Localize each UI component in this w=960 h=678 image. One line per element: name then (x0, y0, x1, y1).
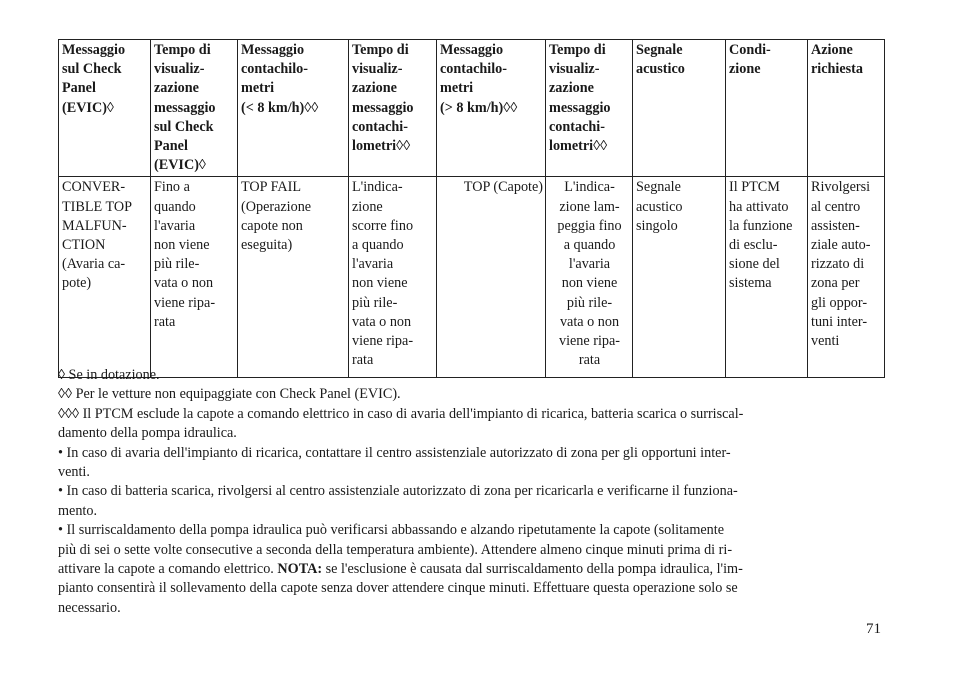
cell-message-evic-line: MALFUN- (62, 217, 127, 234)
cell-action-required-line: tuni inter- (811, 313, 868, 330)
header-message-odometer-high-line: metri (440, 80, 474, 97)
cell-action-required (808, 177, 885, 378)
header-message-odometer-high-line: Messaggio (440, 42, 504, 58)
header-time-odometer-low-line: visualiz- (352, 61, 403, 78)
header-time-evic-line: visualiz- (154, 61, 205, 78)
cell-time-odometer-low-line: scorre fino (352, 217, 414, 234)
cell-time-odometer-high (546, 177, 633, 378)
cell-time-odometer-high-line: rata (578, 352, 601, 369)
cell-acoustic-signal-line: Segnale (636, 179, 681, 196)
cell-message-odometer-low-line: capote non (241, 217, 303, 234)
warning-table-container (58, 39, 884, 378)
cell-time-evic-line: Fino a (154, 179, 190, 196)
header-condition-line: Condi- (729, 42, 771, 58)
bullet-3-line-1: • Il surriscaldamento della pompa idraulica può verificarsi abbassando e alzando ripetutamente la capote (solitamente (58, 522, 725, 539)
header-action-required-line: richiesta (811, 61, 864, 78)
header-message-odometer-high (437, 40, 546, 177)
footnote-3 (58, 405, 888, 444)
nota-label: NOTA: (277, 561, 323, 578)
cell-action-required-line: al centro (811, 198, 861, 215)
header-condition (726, 40, 808, 177)
cell-time-odometer-low-line: l'avaria (352, 256, 394, 273)
cell-condition-line: sistema (729, 275, 772, 292)
cell-time-odometer-high-line: zione lam- (559, 198, 620, 215)
header-time-odometer-low (349, 40, 437, 177)
cell-time-odometer-low (349, 177, 437, 378)
cell-time-odometer-high-line: non viene (561, 275, 618, 292)
header-time-evic-line: Tempo di (154, 42, 211, 58)
cell-time-odometer-high-line: a quando (563, 237, 616, 254)
header-message-odometer-low-line: Messaggio (241, 42, 305, 58)
cell-time-odometer-low-line: rata (352, 352, 374, 369)
header-time-odometer-high-line: messaggio (549, 99, 611, 116)
cell-time-evic-line: più rile- (154, 256, 200, 273)
header-message-odometer-low (238, 40, 349, 177)
bullet-pump-overheat (58, 521, 888, 618)
header-message-evic-line: Panel (62, 80, 96, 97)
header-time-odometer-high-line: Tempo di (549, 42, 606, 58)
cell-time-evic-line: viene ripa- (154, 294, 216, 311)
notes-section (58, 366, 888, 618)
cell-time-odometer-high-line: vata o non (559, 313, 620, 330)
bullet-3-line-5: necessario. (58, 599, 121, 616)
bullet-battery-low (58, 482, 888, 521)
bullet-1-line-1: • In caso di avaria dell'impianto di ricarica, contattare il centro assistenziale autorizzato di zona per gli opportuni inter- (58, 444, 731, 461)
cell-message-odometer-low-line: (Operazione (241, 198, 312, 215)
cell-message-evic-line: pote) (62, 275, 92, 292)
header-time-evic-line: sul Check (154, 118, 214, 135)
bullet-3-line-2: più di sei o sette volte consecutive a seconda della temperatura ambiente). Attendere almeno cinque minuti prima di ri- (58, 541, 733, 558)
header-time-evic-line: messaggio (154, 99, 216, 116)
bullet-2-line-1: • In caso di batteria scarica, rivolgersi al centro assistenziale autorizzato di zona per ricaricarla e verificarne il funziona- (58, 483, 738, 500)
cell-acoustic-signal-line: acustico (636, 198, 683, 215)
header-time-evic-line: (EVIC)◊ (154, 157, 206, 174)
cell-message-evic (59, 177, 151, 378)
cell-time-odometer-low-line: vata o non (352, 313, 412, 330)
header-time-odometer-high-line: zazione (549, 80, 594, 97)
header-action-required-line: Azione (811, 42, 853, 58)
cell-message-odometer-low-line: eseguita) (241, 237, 293, 254)
bullet-3-line-4: pianto consentirà il sollevamento della capote senza dover attendere cinque minuti. Effettuare questa operazione solo se (58, 580, 738, 597)
cell-time-evic-line: vata o non (154, 275, 214, 292)
header-acoustic-signal-line: Segnale (636, 42, 683, 58)
header-acoustic-signal (633, 40, 726, 177)
footnote-3-line-2: damento della pompa idraulica. (58, 425, 237, 442)
cell-time-odometer-high-line: L'indica- (564, 179, 615, 196)
header-condition-line: zione (729, 61, 761, 78)
bullet-charging-failure (58, 444, 888, 483)
header-time-odometer-high-line: visualiz- (549, 61, 600, 78)
cell-time-odometer-high-line: più rile- (566, 294, 613, 311)
cell-action-required-line: gli oppor- (811, 294, 868, 311)
cell-time-odometer-high-line: viene ripa- (558, 333, 621, 350)
cell-time-evic-line: l'avaria (154, 217, 196, 234)
header-time-odometer-low-line: Tempo di (352, 42, 409, 58)
header-action-required (808, 40, 885, 177)
table-header-row (59, 40, 885, 177)
header-time-odometer-high (546, 40, 633, 177)
header-time-odometer-low-line: zazione (352, 80, 397, 97)
cell-message-odometer-high (437, 177, 546, 378)
header-message-evic-line: Messaggio (62, 42, 126, 58)
header-message-odometer-low-line: (< 8 km/h)◊◊ (241, 99, 319, 116)
cell-action-required-line: assisten- (811, 217, 860, 234)
cell-time-odometer-low-line: viene ripa- (352, 333, 414, 350)
bullet-3-line-3: attivare la capote a comando elettrico. (58, 561, 274, 578)
cell-message-evic-line: TIBLE TOP (62, 198, 133, 215)
header-time-evic (151, 40, 238, 177)
header-time-evic-line: Panel (154, 138, 188, 155)
header-message-odometer-high-line: contachilo- (440, 61, 507, 78)
cell-action-required-line: venti (811, 333, 840, 350)
cell-time-odometer-low-line: L'indica- (352, 179, 403, 196)
cell-message-odometer-high-line: TOP (Capote) (463, 179, 543, 196)
cell-acoustic-signal-line: singolo (636, 217, 678, 234)
warning-message-table (58, 39, 885, 378)
cell-action-required-line: Rivolgersi (811, 179, 871, 196)
cell-time-evic-line: quando (154, 198, 196, 215)
cell-action-required-line: rizzato di (811, 256, 865, 273)
bullet-3-line-3b: se l'esclusione è causata dal surriscaldamento della pompa idraulica, l'im- (325, 561, 743, 578)
cell-time-odometer-high-line: peggia fino (557, 217, 622, 234)
cell-message-odometer-low (238, 177, 349, 378)
bullet-2-line-2: mento. (58, 502, 98, 519)
footnote-3-line-1: ◊◊◊ Il PTCM esclude la capote a comando elettrico in caso di avaria dell'impianto di ricarica, batteria scarica o surriscal- (58, 405, 744, 422)
cell-message-evic-line: CTION (62, 237, 106, 254)
cell-time-odometer-low-line: non viene (352, 275, 408, 292)
header-time-evic-line: zazione (154, 80, 199, 97)
cell-action-required-line: ziale auto- (811, 237, 871, 254)
page-number: 71 (866, 621, 881, 637)
header-message-evic-line: (EVIC)◊ (62, 99, 114, 116)
header-message-evic (59, 40, 151, 177)
bullet-1-line-2: venti. (58, 464, 90, 481)
cell-condition-line: Il PTCM (729, 179, 780, 196)
header-time-odometer-low-line: contachi- (352, 118, 408, 135)
header-time-odometer-low-line: lometri◊◊ (352, 138, 411, 155)
header-time-odometer-high-line: contachi- (549, 118, 605, 135)
cell-condition-line: ha attivato (729, 198, 789, 215)
header-message-odometer-high-line: (> 8 km/h)◊◊ (440, 99, 518, 116)
footnote-2: ◊◊ Per le vetture non equipaggiate con Check Panel (EVIC). (58, 386, 401, 403)
cell-action-required-line: zona per (811, 275, 860, 292)
cell-time-odometer-low-line: zione (352, 198, 383, 215)
header-acoustic-signal-line: acustico (636, 61, 685, 78)
header-time-odometer-high-line: lometri◊◊ (549, 138, 608, 155)
cell-time-evic-line: non viene (154, 237, 210, 254)
cell-time-odometer-low-line: più rile- (352, 294, 398, 311)
table-row (59, 177, 885, 378)
header-message-odometer-low-line: contachilo- (241, 61, 308, 78)
cell-condition (726, 177, 808, 378)
cell-condition-line: la funzione (729, 217, 793, 234)
header-time-odometer-low-line: messaggio (352, 99, 414, 116)
footnote-1: ◊ Se in dotazione. (58, 367, 160, 383)
cell-time-odometer-high-line: l'avaria (568, 256, 611, 273)
cell-condition-line: sione del (729, 256, 780, 273)
header-message-evic-line: sul Check (62, 61, 122, 78)
cell-condition-line: di esclu- (729, 237, 778, 254)
cell-message-evic-line: (Avaria ca- (62, 256, 126, 273)
header-message-odometer-low-line: metri (241, 80, 275, 97)
cell-time-evic-line: rata (154, 313, 176, 330)
cell-time-odometer-low-line: a quando (352, 237, 404, 254)
cell-acoustic-signal (633, 177, 726, 378)
cell-message-evic-line: CONVER- (62, 179, 126, 196)
cell-time-evic (151, 177, 238, 378)
cell-message-odometer-low-line: TOP FAIL (241, 179, 302, 196)
